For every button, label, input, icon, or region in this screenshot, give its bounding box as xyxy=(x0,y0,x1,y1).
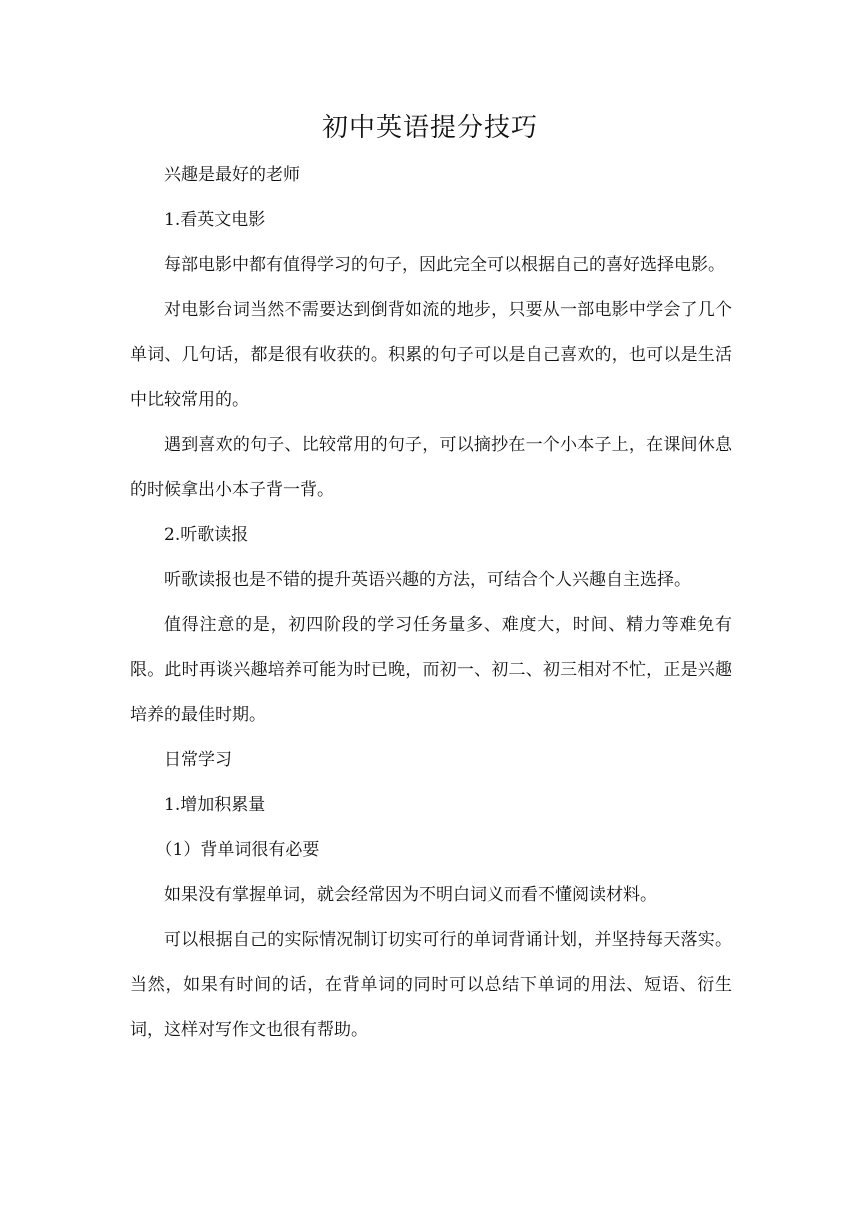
section-heading-daily-study: 日常学习 xyxy=(164,750,232,770)
subheading-vocabulary: （1）背单词很有必要 xyxy=(155,840,320,860)
document-title: 初中英语提分技巧 xyxy=(321,113,538,143)
paragraph-movie-lines: 对电影台词当然不需要达到倒背如流的地步，只要从一部电影中学会了几个单词、几句话，都是很有收获的。积累的句子可以是自己喜欢的，也可以是生活中比较常用的。 xyxy=(130,300,732,410)
paragraph-movie-sentences: 每部电影中都有值得学习的句子，因此完全可以根据自己的喜好选择电影。 xyxy=(164,255,725,275)
paragraph-grade-timing: 值得注意的是，初四阶段的学习任务量多、难度大，时间、精力等难免有限。此时再谈兴趣培养可能为时已晚，而初一、初二、初三相对不忙，正是兴趣培养的最佳时期。 xyxy=(130,615,732,725)
paragraph-vocabulary-importance: 如果没有掌握单词，就会经常因为不明白词义而看不懂阅读材料。 xyxy=(164,885,657,905)
document-body xyxy=(130,153,732,1053)
paragraph-vocabulary-plan: 可以根据自己的实际情况制订切实可行的单词背诵计划，并坚持每天落实。当然，如果有时间的话，在背单词的同时可以总结下单词的用法、短语、衍生词，这样对写作文也很有帮助。 xyxy=(130,930,732,1040)
subheading-watch-movies: 1.看英文电影 xyxy=(164,210,266,230)
subheading-songs-newspapers: 2.听歌读报 xyxy=(164,525,249,545)
paragraph-notebook: 遇到喜欢的句子、比较常用的句子，可以摘抄在一个小本子上，在课间休息的时候拿出小本子背一背。 xyxy=(130,435,732,500)
subheading-accumulation: 1.增加积累量 xyxy=(164,795,266,815)
paragraph-songs-newspapers: 听歌读报也是不错的提升英语兴趣的方法，可结合个人兴趣自主选择。 xyxy=(164,570,691,590)
section-heading-interest: 兴趣是最好的老师 xyxy=(164,165,300,185)
